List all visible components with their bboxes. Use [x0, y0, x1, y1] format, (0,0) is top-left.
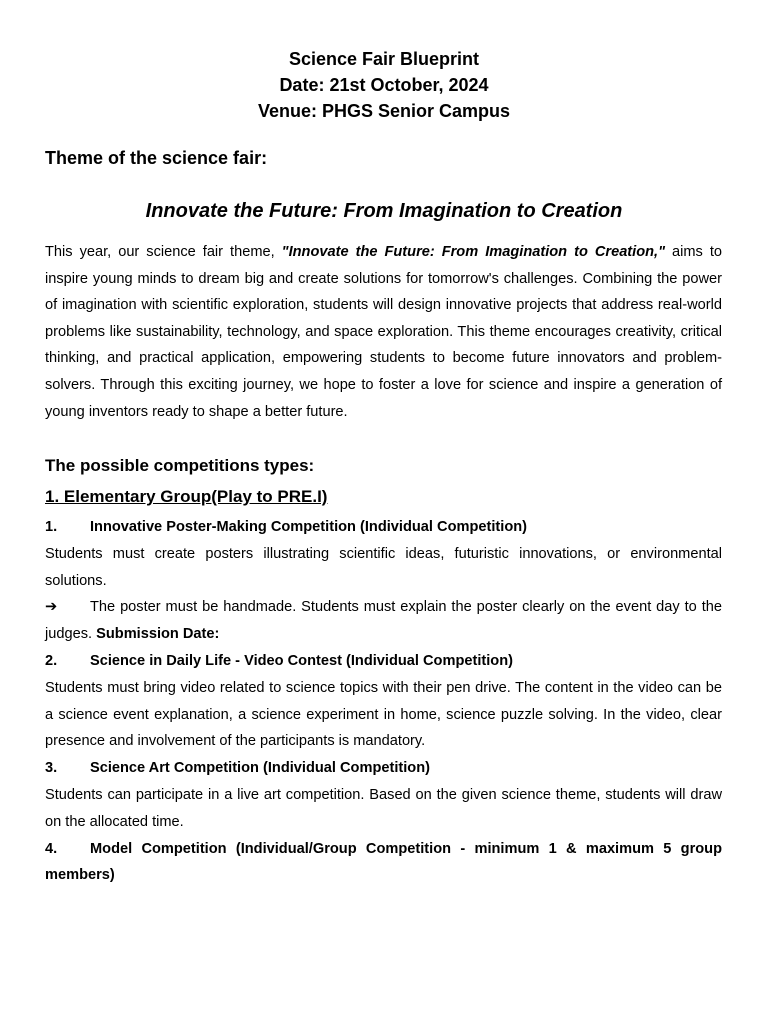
competition-name: Science Art Competition (Individual Competition) — [90, 760, 430, 777]
competition-title — [45, 648, 722, 675]
competition-name: Innovative Poster-Making Competition (Individual Competition) — [90, 519, 528, 535]
elementary-group-heading: 1. Elementary Group(Play to PRE.I) — [45, 487, 328, 506]
competition-bullet — [45, 594, 722, 648]
document-header — [0, 46, 768, 124]
competitions-heading: The possible competitions types: — [45, 456, 315, 475]
competition-name: Science in Daily Life - Video Contest (Individual Competition) — [90, 652, 513, 669]
competition-title — [45, 836, 722, 890]
competition-name: Model Competition (Individual/Group Competition - minimum 1 & maximum 5 group members) — [45, 840, 722, 884]
competition-list — [45, 514, 722, 889]
intro-prefix: This year, our science fair theme, — [45, 244, 282, 260]
submission-date-label: Submission Date: — [96, 626, 220, 643]
arrow-icon: ➔ — [45, 599, 58, 616]
bullet-text: The poster must be handmade. Students must explain the poster clearly on the event day to the judges. — [45, 599, 722, 643]
competition-item-model — [45, 836, 722, 890]
competition-title — [45, 514, 722, 541]
competition-item-video — [45, 648, 722, 755]
theme-intro-paragraph — [45, 239, 722, 425]
competition-description: Students can participate in a live art competition. Based on the given science theme, students will draw on the allocated time. — [45, 786, 722, 830]
competition-number: 4. — [45, 840, 58, 857]
competition-number: 3. — [45, 760, 58, 777]
competition-number: 2. — [45, 652, 58, 669]
theme-title: Innovate the Future: From Imagination to Creation — [145, 200, 623, 222]
competition-description: Students must bring video related to science topics with their pen drive. The content in the video can be a science event explanation, a science experiment in home, science puzzle solving. In the video, clear presence and involvement of the participants is mandatory. — [45, 679, 722, 750]
competition-title — [45, 755, 722, 782]
event-date: Date: 21st October, 2024 — [279, 75, 489, 95]
competition-item-poster — [45, 514, 722, 648]
competition-number: 1. — [45, 519, 58, 535]
intro-theme-quote: "Innovate the Future: From Imagination to Creation," — [281, 244, 666, 260]
competition-description: Students must create posters illustrating scientific ideas, futuristic innovations, or environmental solutions. — [45, 545, 722, 589]
event-venue: Venue: PHGS Senior Campus — [257, 101, 511, 121]
document-title: Science Fair Blueprint — [288, 49, 480, 69]
intro-rest: aims to inspire young minds to dream big and create solutions for tomorrow's challenges. Combining the power of imagination with scientific exploration, students will design innovative projects that address real-world problems like sustainability, technology, and space exploration. This theme encourages creativity, critical thinking, and practical application, empowering students to become future innovators and problem-solvers. Through this exciting journey, we hope to foster a love for science and inspire a generation of young inventors ready to shape a better future. — [45, 244, 723, 420]
competition-item-art — [45, 755, 722, 835]
theme-heading: Theme of the science fair: — [45, 148, 268, 168]
